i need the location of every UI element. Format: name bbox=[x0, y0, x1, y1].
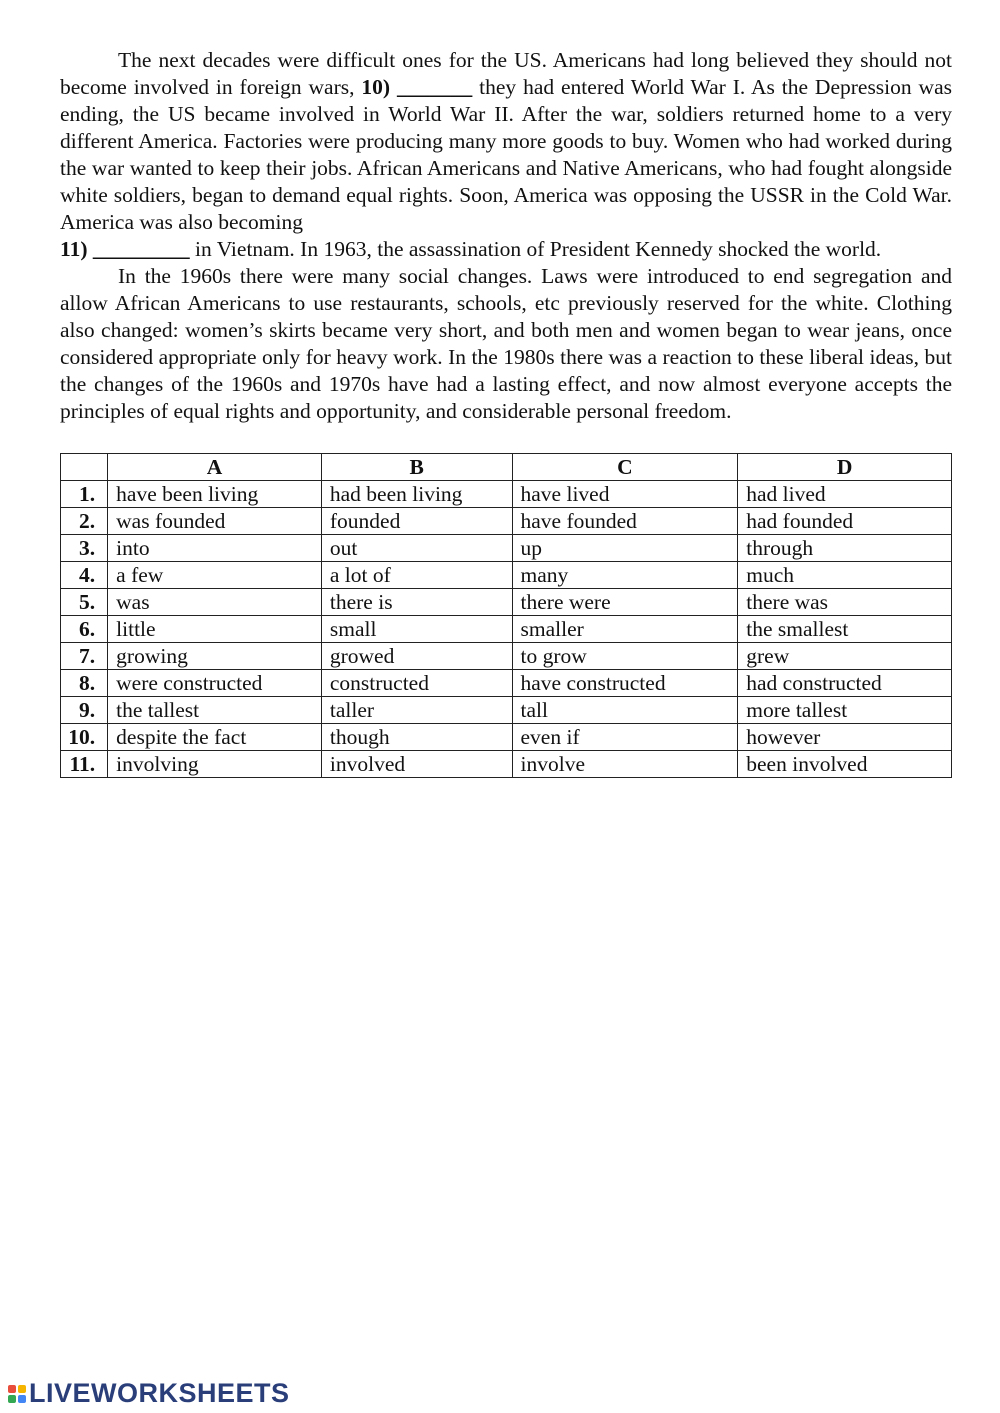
table-header-row bbox=[61, 454, 952, 481]
row-number: 2. bbox=[61, 508, 108, 535]
options-table bbox=[60, 453, 952, 778]
logo-square bbox=[8, 1395, 16, 1403]
option-b[interactable]: constructed bbox=[321, 670, 512, 697]
table-row bbox=[61, 616, 952, 643]
option-b[interactable]: small bbox=[321, 616, 512, 643]
passage-text: In the 1960s there were many social changes. Laws were introduced to end segregation and allow African Americans to use restaurants, schools, etc previously reserved for the white. Clothing also changed: women’s skirts became very short, and both men and women began to wear jeans, once considered appropriate only for heavy work. In the 1980s there was a reaction to these liberal ideas, but the changes of the 1960s and 1970s have had a lasting effect, and now almost everyone accepts the principles of equal rights and opportunity, and considerable personal freedom. bbox=[60, 264, 952, 423]
option-a[interactable]: into bbox=[108, 535, 322, 562]
option-b[interactable]: though bbox=[321, 724, 512, 751]
option-a[interactable]: despite the fact bbox=[108, 724, 322, 751]
option-b[interactable]: there is bbox=[321, 589, 512, 616]
option-a[interactable]: involving bbox=[108, 751, 322, 778]
header-b: B bbox=[321, 454, 512, 481]
row-number: 1. bbox=[61, 481, 108, 508]
row-number: 3. bbox=[61, 535, 108, 562]
row-number: 9. bbox=[61, 697, 108, 724]
logo-square bbox=[18, 1385, 26, 1393]
option-a[interactable]: the tallest bbox=[108, 697, 322, 724]
table-row bbox=[61, 589, 952, 616]
option-c[interactable]: up bbox=[512, 535, 738, 562]
logo-square bbox=[18, 1395, 26, 1403]
table-row bbox=[61, 508, 952, 535]
option-a[interactable]: was bbox=[108, 589, 322, 616]
option-c[interactable]: have constructed bbox=[512, 670, 738, 697]
option-c[interactable]: even if bbox=[512, 724, 738, 751]
row-number: 4. bbox=[61, 562, 108, 589]
option-a[interactable]: were constructed bbox=[108, 670, 322, 697]
option-a[interactable]: was founded bbox=[108, 508, 322, 535]
option-c[interactable]: there were bbox=[512, 589, 738, 616]
header-a: A bbox=[108, 454, 322, 481]
option-c[interactable]: involve bbox=[512, 751, 738, 778]
option-d[interactable]: there was bbox=[738, 589, 952, 616]
header-num bbox=[61, 454, 108, 481]
option-c[interactable]: smaller bbox=[512, 616, 738, 643]
table-row bbox=[61, 697, 952, 724]
option-d[interactable]: been involved bbox=[738, 751, 952, 778]
option-c[interactable]: have lived bbox=[512, 481, 738, 508]
paragraph-1 bbox=[60, 47, 952, 263]
passage-text: in Vietnam. In 1963, the assassination of President Kennedy shocked the world. bbox=[194, 237, 882, 261]
option-d[interactable]: however bbox=[738, 724, 952, 751]
blank-11[interactable]: _________ bbox=[92, 237, 190, 261]
passage-text: they had entered World War I. As the Depression was ending, the US became involved in World War II. After the war, soldiers returned home to a very different America. Factories were producing many more goods to buy. Women who had worked during the war wanted to keep their jobs. African Americans and Native Americans, who had fought alongside white soldiers, began to demand equal rights. Soon, America was opposing the USSR in the Cold War. America was also becoming bbox=[60, 75, 952, 234]
option-a[interactable]: little bbox=[108, 616, 322, 643]
option-c[interactable]: have founded bbox=[512, 508, 738, 535]
option-d[interactable]: through bbox=[738, 535, 952, 562]
passage bbox=[60, 47, 952, 425]
table-row bbox=[61, 670, 952, 697]
table-row bbox=[61, 535, 952, 562]
option-d[interactable]: had constructed bbox=[738, 670, 952, 697]
table-row bbox=[61, 751, 952, 778]
row-number: 11. bbox=[61, 751, 108, 778]
option-b[interactable]: founded bbox=[321, 508, 512, 535]
logo-icon bbox=[8, 1385, 26, 1403]
option-c[interactable]: to grow bbox=[512, 643, 738, 670]
row-number: 10. bbox=[61, 724, 108, 751]
logo-square bbox=[8, 1385, 16, 1393]
row-number: 7. bbox=[61, 643, 108, 670]
option-b[interactable]: growed bbox=[321, 643, 512, 670]
option-b[interactable]: involved bbox=[321, 751, 512, 778]
table-row bbox=[61, 481, 952, 508]
table-row bbox=[61, 643, 952, 670]
row-number: 5. bbox=[61, 589, 108, 616]
option-d[interactable]: much bbox=[738, 562, 952, 589]
row-number: 6. bbox=[61, 616, 108, 643]
option-b[interactable]: had been living bbox=[321, 481, 512, 508]
option-a[interactable]: a few bbox=[108, 562, 322, 589]
question-label-10: 10) bbox=[361, 75, 391, 99]
table-row bbox=[61, 724, 952, 751]
passage-text: The next decades were difficult ones for the US. Americans had long believed they should not become involved in foreign wars, bbox=[60, 48, 952, 99]
option-b[interactable]: a lot of bbox=[321, 562, 512, 589]
blank-10[interactable]: _______ bbox=[396, 75, 473, 99]
option-b[interactable]: taller bbox=[321, 697, 512, 724]
option-d[interactable]: the smallest bbox=[738, 616, 952, 643]
option-a[interactable]: have been living bbox=[108, 481, 322, 508]
table-row bbox=[61, 562, 952, 589]
question-label-11: 11) bbox=[60, 237, 88, 261]
option-a[interactable]: growing bbox=[108, 643, 322, 670]
option-d[interactable]: had lived bbox=[738, 481, 952, 508]
option-d[interactable]: more tallest bbox=[738, 697, 952, 724]
option-b[interactable]: out bbox=[321, 535, 512, 562]
header-d: D bbox=[738, 454, 952, 481]
option-c[interactable]: tall bbox=[512, 697, 738, 724]
paragraph-2 bbox=[60, 263, 952, 425]
liveworksheets-logo bbox=[8, 1378, 290, 1409]
option-c[interactable]: many bbox=[512, 562, 738, 589]
header-c: C bbox=[512, 454, 738, 481]
option-d[interactable]: had founded bbox=[738, 508, 952, 535]
brand-name: LIVEWORKSHEETS bbox=[29, 1378, 290, 1408]
row-number: 8. bbox=[61, 670, 108, 697]
option-d[interactable]: grew bbox=[738, 643, 952, 670]
